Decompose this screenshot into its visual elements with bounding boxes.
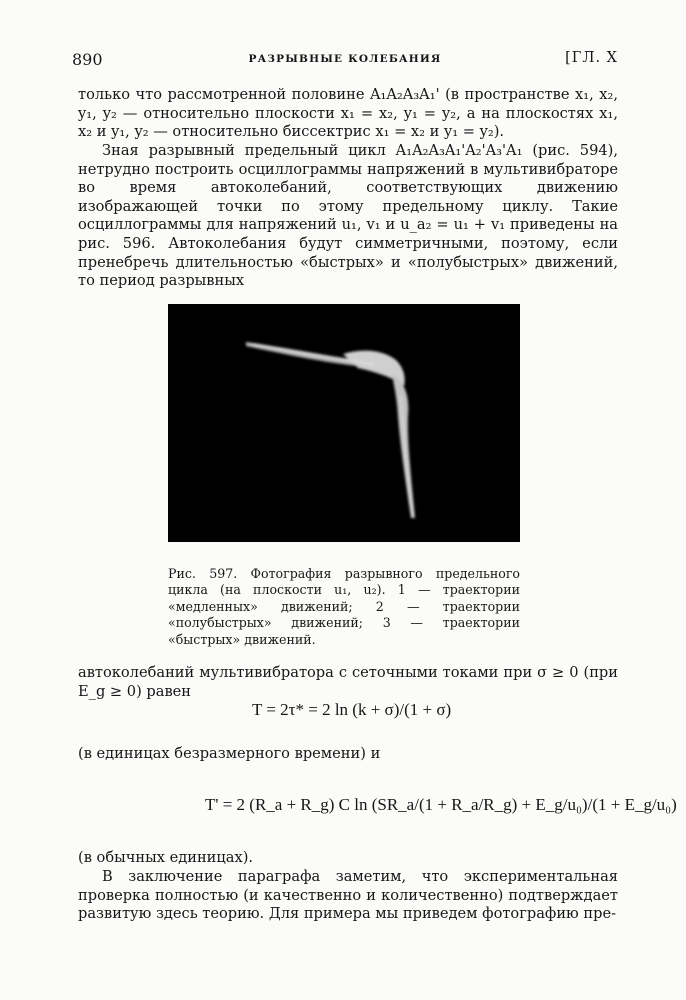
- page-header: [72, 50, 618, 72]
- figure-photo: [168, 304, 520, 542]
- paragraph-4: (в единицах безразмерного времени) и: [78, 745, 381, 762]
- formula-period-ordinary-units: T' = 2 (R_a + R_g) C ln (SR_a/(1 + R_a/R_g) + E_g/u₀)/(1 + E_g/u₀): [205, 795, 677, 814]
- chapter-label: [ГЛ. X: [565, 50, 618, 66]
- paragraph-3: автоколебаний мультивибратора с сеточными токами при σ ≥ 0 (при E_g ≥ 0) равен: [78, 664, 618, 700]
- fast-motion-trace: [392, 374, 415, 518]
- page-number: 890: [72, 50, 103, 69]
- paragraph-5: (в обычных единицах).: [78, 849, 254, 866]
- paragraph-2: Зная разрывный предельный цикл A₁A₂A₃A₁'A₂'A₃'A₁ (рис. 594), нетрудно построить осциллограммы напряжений в мультивибраторе во время автоколебаний, соответствующих движению изображающей точки по этому предельному циклу. Такие осциллограммы для напряжений u₁, v₁ и u_a₂ = u₁ + v₁ приведены на рис. 596. Автоколебания будут симметричными, поэтому, если пренебречь длительностью «быстрых» и «полубыстрых» движений, то период разрывных: [78, 142, 618, 290]
- section-title: РАЗРЫВНЫЕ КОЛЕБАНИЯ: [248, 53, 442, 65]
- figure-caption: Рис. 597. Фотография разрывного предельного цикла (на плоскости u₁, u₂). 1 — траектории «медленных» движений; 2 — траектории «полубыстрых» движений; 3 — траектории «быстрых» движений.: [168, 566, 520, 647]
- formula-period-dimensionless: T = 2τ* = 2 ln (k + σ)/(1 + σ): [252, 700, 452, 719]
- limit-cycle-photo: [168, 304, 520, 542]
- paragraph-6: В заключение параграфа заметим, что экспериментальная проверка полностью (и качественно и количественно) подтверждает развитую здесь теорию. Для примера мы приведем фотографию пре-: [78, 868, 618, 923]
- paragraph-1: только что рассмотренной половине A₁A₂A₃A₁' (в пространстве x₁, x₂, y₁, y₂ — относительно плоскости x₁ = x₂, y₁ = y₂, а на плоскостях x₁, x₂ и y₁, y₂ — относительно биссектрис x₁ = x₂ и y₁ = y₂).: [78, 86, 618, 141]
